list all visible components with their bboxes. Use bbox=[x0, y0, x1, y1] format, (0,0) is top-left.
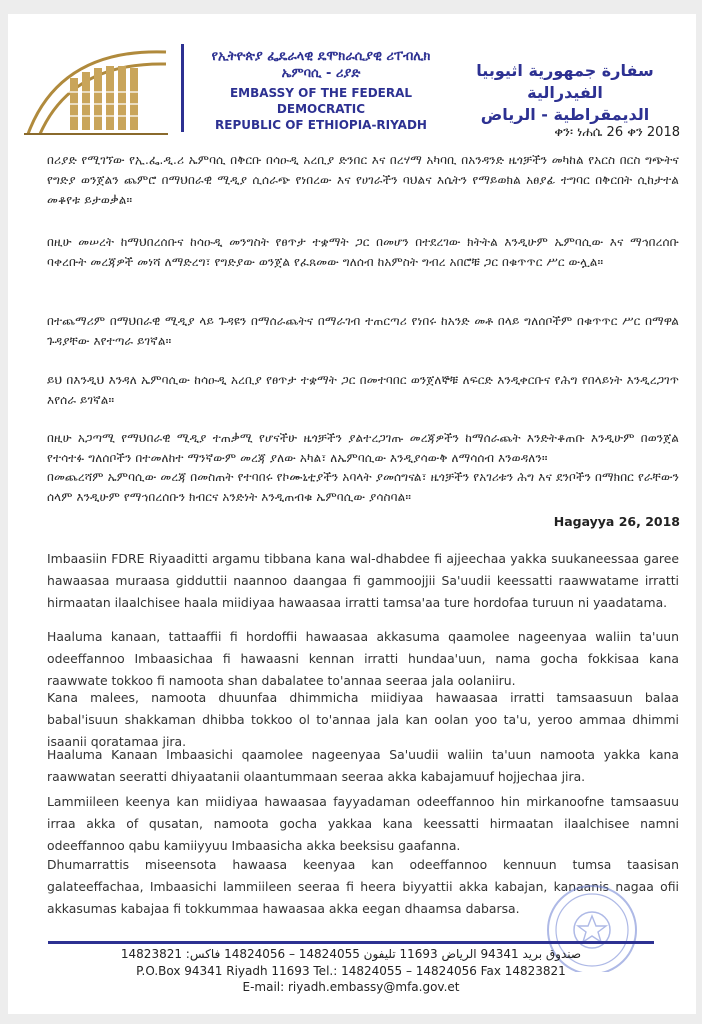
footer-arabic-address: صندوق بريد 94341 الرياض 11693 تليفون 14824055 – 14824056 فاكس: 14823821 bbox=[120, 947, 582, 961]
footer-email: E-mail: riyadh.embassy@mfa.gov.et bbox=[242, 980, 460, 994]
arabic-name-line2: الديمقراطية - الرياض bbox=[480, 105, 650, 124]
english-name-line2: REPUBLIC OF ETHIOPIA-RIYADH bbox=[215, 118, 427, 132]
english-embassy-name bbox=[190, 85, 452, 133]
amharic-date: ቀን፡ ነሐሴ 26 ቀን 2018 bbox=[554, 125, 680, 140]
amharic-name-line1: የኢትዮጵያ ፌዴራላዊ ዴሞክራሲያዊ ሪፐብሊክ bbox=[211, 49, 431, 64]
footer-divider bbox=[48, 941, 654, 944]
amharic-paragraph-2: በዚሁ መሠረት ከማህበረሰቡና ከሳዑዲ መንግስት የፀጥታ ተቋማት ጋር በመሆን በተደረገው ክትትል እንዲሁም ኤምባሲው እና ማኅበረሰቡ ባቀረቡት መረጃዎች መነሻ ለማድረግ፣ የግድያው ወንጀል የፈጸመው ግለሰብ ከአምስት ግብረ አበሮቹ ጋር በቁጥጥር ሥር ውሏል። bbox=[47, 235, 679, 269]
arabic-embassy-name bbox=[462, 60, 668, 126]
oromo-paragraph-2: Haaluma kanaan, tattaaffii fi hordoffii hawaasaa akkasuma qaamolee nageenyaa waliin ta'uun odeeffannoo Imbaasichaa fi hawaasni kennan irratti hundaa'uun, nama gocha fokkisaa kana raawwate tokkoo fi namoota shan dabalatee to'annaa seeraa jala oolaniiru. bbox=[47, 629, 679, 688]
oromo-paragraph-4: Haaluma Kanaan Imbaasichi qaamolee nageenyaa Sa'uudii waliin ta'uun namoota yakka kana raawwatan seeratti dhiyaatanii olaantummaan seeraa akka kabajamuuf hojjechaa jira. bbox=[47, 747, 679, 784]
amharic-paragraph-5: በዚሁ አጋጣሚ የማህበራዊ ሚዲያ ተጠቃሚ የሆናችሁ ዜጎቻችን ያልተረጋገጡ መረጃዎችን ከማሰራጨት እንድትቆጠቡ እንዲሁም በወንጀል የተሳተፉ ግለሰቦችን በተመለከተ ማንኛውም መረጃ ያለው አካል፣ ለኤምባሲው እንዲያሳውቅ ለማሳሰብ እንወዳለን። bbox=[47, 431, 679, 465]
embassy-logo bbox=[20, 38, 172, 138]
amharic-embassy-name bbox=[190, 48, 452, 82]
header-divider bbox=[181, 44, 184, 132]
oromo-paragraph-1: Imbaasiin FDRE Riyaaditti argamu tibbana kana wal-dhabdee fi ajjeechaa yakka suukaneessaa garee hawaasaa muraasa gidduttii naannoo daangaa fi gammoojjii Sa'uudii keessatti raawwatame irratti hirmaatan ilaalchisee haala miidiyaa hawaasaa irratti tamsa'aa ture hordofaa turuun ni yaadatama. bbox=[47, 551, 679, 610]
oromo-paragraph-3: Kana malees, namoota dhuunfaa dhimmicha miidiyaa hawaasaa irratti tamsaasuun balaa babal'isuun shakkaman dhibba tokkoo ol to'annaa jala kan oolan yoo ta'u, yeroo ammaa dhimmi isaanii qoratamaa jira. bbox=[47, 690, 679, 749]
english-name-line1: EMBASSY OF THE FEDERAL DEMOCRATIC bbox=[229, 86, 413, 116]
amharic-paragraph-6: በመጨረሻም ኤምባሲው መረጃ በመስጠት የተባበሩ የኮሙኒቲያችን አባላት ያመሰግናል፣ ዜጎቻችን የአገሪቱን ሕግ እና ደንቦችን በማክበር የራቸውን ሰላም እንዲሁም የማኅበረሰቡን ክብርና አንድነት እንዲጠብቁ ኤምባሲው ያሳስባል። bbox=[47, 470, 679, 504]
arabic-name-line1: سفارة جمهورية اثيوبيا الفيدرالية bbox=[476, 61, 654, 102]
footer-po-box: P.O.Box 94341 Riyadh 11693 Tel.: 14824055 – 14824056 Fax 14823821 bbox=[136, 964, 566, 978]
amharic-paragraph-3: በተጨማሪም በማህበራዊ ሚዲያ ላይ ጉዳዩን በማሰራጨትና በማራገብ ተጠርጣሪ የነበሩ ከአንድ መቶ በላይ ግለሰቦችም በቁጥጥር ሥር በማዋል ጉዳያቸው እየተጣራ ይገኛል። bbox=[47, 314, 679, 348]
oromo-paragraph-5: Lammiileen keenya kan miidiyaa hawaasaa fayyadaman odeeffannoo hin mirkanoofne tamsaasuu irraa akka of qusatan, namoota gocha yakkaa kana keessatti hirmaatan ilaalchisee namni odeeffannoo qabu kamiiyyuu Imbaasicha akka beeksisu gaafanna. bbox=[47, 794, 679, 853]
amharic-paragraph-4: ይህ በእንዲህ እንዳለ ኤምባሲው ከሳዑዲ አረቢያ የፀጥታ ተቋማት ጋር በመተባበር ወንጀለኞቹ ለፍርድ እንዲቀርቡና የሕግ የበላይነት እንዲረጋገጥ እየሰራ ይገኛል። bbox=[47, 373, 679, 407]
amharic-paragraph-1: በሪያድ የሚገኘው የኢ.ፌ.ዲ.ሪ ኤምባሲ በቅርቡ በሳዑዲ አረቢያ ድንበር እና በረሃማ አካባቢ በአንዳንድ ዜጎቻችን መካከል የአርስ በርስ ግጭትና የግድያ ወንጀልን ጨምሮ በማህበራዊ ሚዲያ ሲሰራጭ የነበረው እና የሀገራችን ባህልና እሴትን የማይወክል አፀያፊ ተግባር በቅርበት ሲከታተል መቆየቱ ይታወቃል። bbox=[47, 153, 679, 207]
oromo-paragraph-6: Dhumarrattis miseensota hawaasa keenyaa kan odeeffannoo kennuun tumsa taasisan galateeffachaa, Imbaasichi lammiileen seeraa fi heera biyyattii akka kabajan, kanaanis nagaa ofii akkasumas kabajaa fi tokkummaa hawaasaa akka eegan dhaamsa dabarsa. bbox=[47, 857, 679, 916]
oromo-date: Hagayya 26, 2018 bbox=[553, 514, 680, 529]
amharic-name-line2: ኤምባሲ - ሪያድ bbox=[281, 66, 361, 81]
